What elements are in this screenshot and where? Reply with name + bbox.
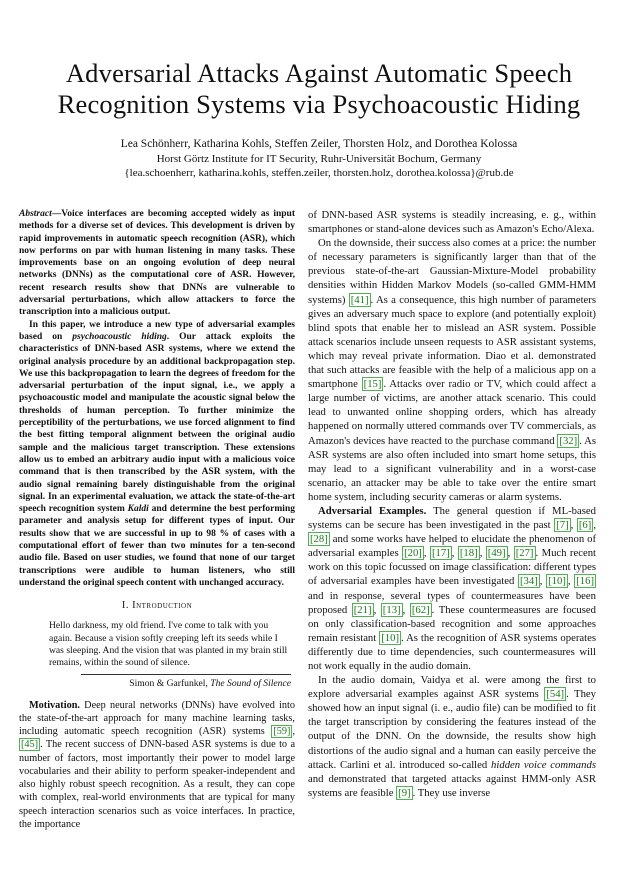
section-numeral: I. [121,600,129,612]
citation-link[interactable]: [28] [310,533,328,546]
quote-work: The Sound of Silence [210,678,291,690]
text: . They use inverse [412,786,491,799]
author-emails: {lea.schoenherr, katharina.kohls, steffen.zeiler, thorsten.holz, dorothea.kolossa}@rub.de [124,167,514,179]
motivation-paragraph [19,699,295,832]
abstract-p1: Voice interfaces are becoming accepted widely as input methods for a diverse set of devices. This development is driven by rapid improvements in automatic speech recognition (ASR), which now performs on par with human listening in many tasks. These improvements base on an ongoing evolution of deep neural networks (DNNs) as the computational core of ASR. However, recent research results show that DNNs are vulnerable to adversarial perturbations, which allow attackers to force the transcription into a malicious output. [19,209,295,318]
text: The general question if ML-based systems can be secure has been investigated in the past [308,504,596,532]
citation-link[interactable]: [16] [576,575,595,588]
citation-link[interactable]: [62] [411,603,430,616]
citation-link[interactable]: [6] [578,519,592,532]
hidden-voice-commands-emphasis: hidden voice commands [491,758,596,771]
citation-link[interactable]: [15] [363,378,382,391]
motivation-sep: , [292,726,295,738]
citation-link[interactable]: [7] [556,519,569,532]
text: and in response, several types of countermeasures have been proposed [308,589,596,616]
text: . As a consequence, this high number of parameters gives an adversary much space to explore (and potentially exploit) blind spots that enable her to mislead an ASR system. Possible attack scenarios include unseen requests to ASR assistant systems, which may reveal private information. Diao et al. demonstrated that such attacks are feasible with the help of a malicious app on a smartphone [308,293,596,391]
audio-domain-paragraph [308,673,596,800]
motivation-label: Motivation. [29,699,80,711]
abstract [19,208,295,589]
text: and some works have helped to elucidate the phenomenon of adversarial examples [308,533,596,560]
text: In the audio domain, Vaidya et al. were among the first to explore adversarial examples against ASR systems [308,674,596,701]
right-column [308,208,596,800]
affiliation: Horst Görtz Institute for IT Security, Ruhr-Universität Bochum, Germany [156,153,482,165]
abstract-p2c: and determine the best performing parameter and analysis setup for different types of input. Our results show that we are successful in up to 98 % of cases with a computational effort of fewer than two minutes for a ten-second audio file. Based on user studies, we found that none of our target transcriptions were audible to human listeners, who still understand the original speech content with unchanged accuracy. [19,504,295,588]
citation-link[interactable]: [45] [21,739,39,751]
adversarial-label: Adversarial Examples. [318,504,427,517]
right-paragraph-0: of DNN-based ASR systems is steadily increasing, e. g., within smartphones or stand-alone devices such as Amazon's Echo/Alexa. [308,209,596,236]
citation-link[interactable]: [10] [381,631,400,644]
citation-link[interactable]: [54] [546,688,565,701]
text: and demonstrated that targeted attacks against HMM-only ASR systems are feasible [308,772,596,799]
citation-link[interactable]: [20] [404,547,422,560]
citation-link[interactable]: [34] [519,575,538,588]
abstract-p2b: . Our attack exploits the characteristics of DNN-based ASR systems, where we extend the original analysis procedure by an additional backpropagation step. We use this backpropagation to learn the degrees of freedom for the adversarial perturbation of the input signal, i.e., we apply a psychoacoustic model and manipulate the acoustic signal below the thresholds of human perception. To further minimize the perceptibility of the perturbations, we use forced alignment to find the best fitting temporal alignment between the original audio sample and the malicious target transcription. These extensions allow us to embed an arbitrary audio input with a malicious voice command that is then transcribed by the ASR system, with the audio signal remaining barely distinguishable from the original signal. In an experimental evaluation, we attack the state-of-the-art speech recognition system [19,331,295,515]
citation-link[interactable]: [9] [398,786,411,799]
citation-link[interactable]: [32] [559,434,578,447]
abstract-p2a: In this paper, we introduce a new type of adversarial examples based on [19,319,295,342]
citation-link[interactable]: [21] [353,603,372,616]
text: . They showed how an input signal (i. e., audio file) can be modified to fit the target transcription by considering the features instead of the output of the DNN. On the downside, the results show high distortions of the audio signal and a human can easily perceive the attack. Carlini et al. introduced so-called [308,688,596,771]
epigraph-quote: Hello darkness, my old friend. I've come to talk with you again. Because a vision softly creeping left its seeds while I was sleeping. And the vision that was planted in my brain still remains, within the sound of silence. [49,620,288,669]
citation-link[interactable]: [13] [382,603,401,616]
adversarial-examples-paragraph: Adversarial Examples. The general question if ML-based systems can be secure has been investigated in the past [7] , [6] , [28] and some works have helped to elucidate the phenomenon of adversarial examples [20] , [17] , [18] , [49] , [27] . Much recent work on this topic focussed on image classification: different types of adversarial examples have been investigated [34] , [10] , [16] and in response, several types of countermeasures have been proposed [21] , [13] , [62] . These countermeasures are focused on only classification-based recognition and some approaches remain resistant [10] . As the recognition of ASR systems operates differently due to time dependencies, such countermeasures will not work equally in the audio domain. [308,504,597,672]
citation-link[interactable]: [17] [431,547,450,560]
abstract-kaldi: Kaldi [127,504,149,515]
text: . Attacks over radio or TV, which could affect a large number of victims, are another attack scenario. This could lead to unwanted online shopping orders, which has already happened on normally uttered commands over TV commercials, as Amazon's devices have reacted to the purchase command [308,378,596,447]
text: . As the recognition of ASR systems operates differently due to time dependencies, such countermeasures will not work equally in the audio domain. [308,631,596,672]
left-column [19,208,295,831]
abstract-emphasis: psychoacoustic hiding [72,331,167,342]
author-list: Lea Schönherr, Katharina Kohls, Steffen Zeiler, Thorsten Holz, and Dorothea Kolossa [120,138,518,150]
motivation-text-1: Deep neural networks (DNNs) have evolved into the state-of-the-art approach for many machine learning tasks, including automatic speech recognition (ASR) systems [19,699,295,738]
right-paragraph-1 [308,236,596,504]
citation-link[interactable]: [10] [548,575,566,588]
text: On the downside, their success also comes at a price: the number of necessary parameters is significantly larger than that of the previous state-of-the-art Gaussian-Mixture-Model probability densities within Hidden Markov Models (so-called GMM-HMM systems) [308,237,596,306]
citation-link[interactable]: [27] [515,547,534,560]
section-title: Introduction [132,600,193,612]
text: . Much recent work on this topic focussed on image classification: different types of adversarial examples have been investigated [308,547,597,588]
citation-link[interactable]: [59] [273,726,291,738]
abstract-label: Abstract— [19,209,62,219]
motivation-text-2: . The recent success of DNN-based ASR systems is due to a number of factors, most importantly their power to model large vocabularies and their ability to perform speaker-independent and also highly robust speech recognition. As a result, they can cope with complex, real-world environments that are typical for many speech interaction scenarios such as voice interfaces. In practice, the importance [19,739,295,830]
citation-link[interactable]: [49] [487,547,506,560]
text: . These countermeasures are focused on only classification-based recognition and some approaches remain resistant [308,603,596,644]
section-heading-introduction [19,599,295,612]
epigraph-attribution [81,674,291,690]
quote-author: Simon & Garfunkel, [129,678,211,690]
text: . As ASR systems are also often included into smart home setups, this may lead to a significant vulnerability and in a worst-case scenario, an attacker may be able to take over the entire smart home system, including security cameras or alarm systems. [308,434,596,503]
paper-title: Adversarial Attacks Against Automatic Speech Recognition Systems via Psychoacoustic Hiding [57,58,581,119]
citation-link[interactable]: [18] [459,547,478,560]
citation-link[interactable]: [41] [350,293,369,306]
